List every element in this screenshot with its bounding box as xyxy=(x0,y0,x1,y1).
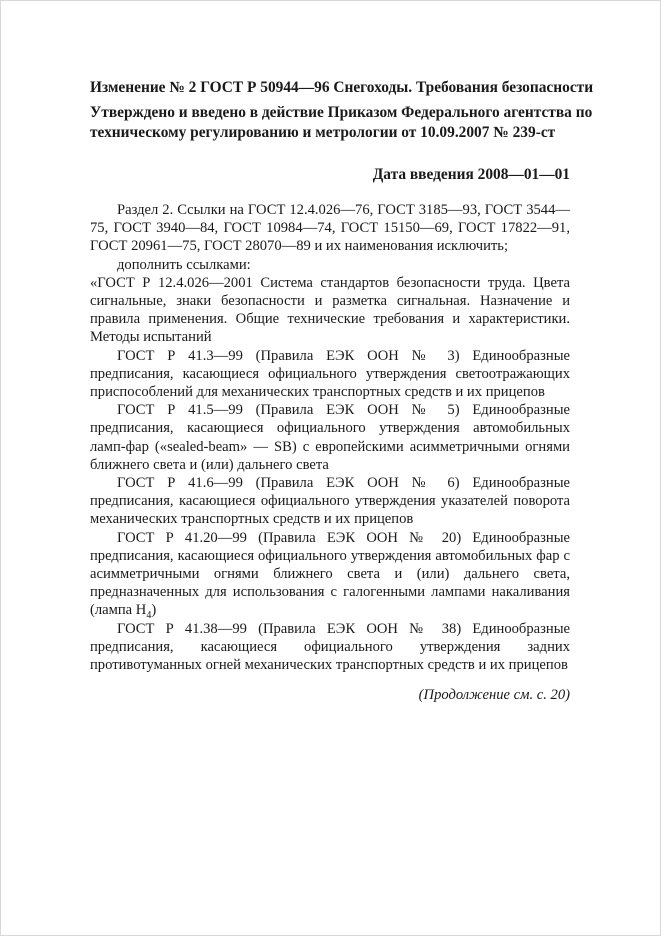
paragraph-section-2-references: Раздел 2. Ссылки на ГОСТ 12.4.026—76, ГОСТ 3185—93, ГОСТ 3544—75, ГОСТ 3940—84, ГОСТ 10984—74, ГОСТ 15150—69, ГОСТ 17822—91, ГОСТ 20961—75, ГОСТ 28070—89 и их наименования исключить; xyxy=(90,202,570,255)
lamp-subscript: 4 xyxy=(146,610,152,622)
approval-line-1: Утверждено и введено в действие Приказом Федерального агентства по xyxy=(90,104,593,121)
paragraph-gost-41-20-end: ) xyxy=(151,602,157,619)
paragraph-gost-41-5: ГОСТ Р 41.5—99 (Правила ЕЭК ООН № 5) Единообразные предписания, касающиеся официального утверждения автомобильных ламп-фар («sealed-beam» — SB) с европейскими асимметричными огнями ближнего света и (или) дальнего света xyxy=(90,402,570,473)
paragraph-gost-41-3: ГОСТ Р 41.3—99 (Правила ЕЭК ООН № 3) Единообразные предписания, касающиеся официального утверждения светоотражающих приспособлений для механических транспортных средств и их прицепов xyxy=(90,347,570,401)
paragraph-gost-41-20 xyxy=(90,529,570,620)
document-page xyxy=(90,78,594,704)
paragraph-gost-41-38: ГОСТ Р 41.38—99 (Правила ЕЭК ООН № 38) Единообразные предписания, касающиеся официального утверждения задних противотуманных огней механических транспортных средств и их прицепов xyxy=(90,620,570,674)
approval-line-2: техническому регулированию и метрологии от 10.09.2007 № 239-ст xyxy=(90,124,556,141)
paragraph-gost-41-20-text: ГОСТ Р 41.20—99 (Правила ЕЭК ООН № 20) Единообразные предписания, касающиеся официального утверждения автомобильных фар с асимметричными огнями ближнего света и (или) дальнего света, предназначенных для использования с галогенными лампами накаливания (лампа H xyxy=(90,529,570,619)
paragraph-gost-41-6: ГОСТ Р 41.6—99 (Правила ЕЭК ООН № 6) Единообразные предписания, касающиеся официального утверждения указателей поворота механических транспортных средств и их прицепов xyxy=(90,475,570,528)
amendment-title: Изменение № 2 ГОСТ Р 50944—96 Снегоходы. Требования безопасности xyxy=(90,79,594,96)
continuation-note: (Продолжение см. с. 20) xyxy=(418,687,570,704)
paragraph-add-references: дополнить ссылками: xyxy=(117,256,251,273)
effective-date: Дата введения 2008—01—01 xyxy=(372,166,570,183)
paragraph-gost-12-4-026: «ГОСТ Р 12.4.026—2001 Система стандартов безопасности труда. Цвета сигнальные, знаки безопасности и разметка сигнальная. Назначение и правила применения. Общие технические требования и характеристики. Методы испытаний xyxy=(90,274,570,346)
